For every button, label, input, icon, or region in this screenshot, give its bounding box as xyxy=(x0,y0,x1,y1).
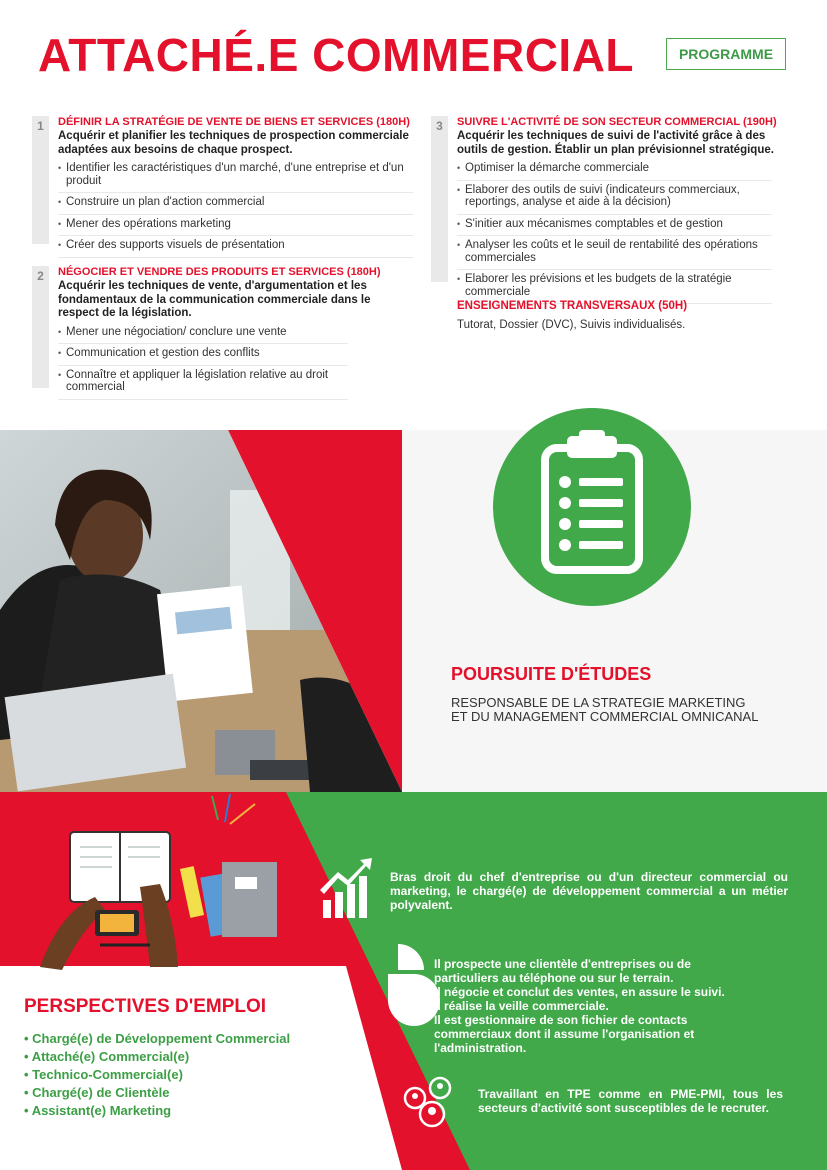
profile-line: particuliers au téléphone ou sur le terrain. xyxy=(434,971,674,985)
list-item: • Elaborer des outils de suivi (indicateurs commerciaux, reportings, analyse et aide à la décision) xyxy=(457,183,772,215)
list-item: • Construire un plan d'action commercial xyxy=(58,195,413,215)
module-items xyxy=(58,161,413,258)
profile-line: Il prospecte une clientèle d'entreprises ou de xyxy=(434,957,691,971)
jobs-list xyxy=(24,1030,290,1120)
profile-line: Il réalise la veille commerciale. xyxy=(434,999,609,1013)
module-number: 1 xyxy=(32,116,49,244)
module-number: 3 xyxy=(431,116,448,282)
transversal-title: ENSEIGNEMENTS TRANSVERSAUX (50H) xyxy=(457,300,688,312)
list-item: • S'initier aux mécanismes comptables et de gestion xyxy=(457,217,772,237)
office-photo xyxy=(0,430,402,792)
poursuite-title: POURSUITE D'ÉTUDES xyxy=(451,664,652,684)
profile-paragraph-2 xyxy=(434,957,794,1055)
module-items xyxy=(457,161,772,304)
module-title: NÉGOCIER ET VENDRE DES PRODUITS ET SERVICES (180H) xyxy=(58,266,381,278)
list-item: • Mener une négociation/ conclure une vente xyxy=(58,325,348,345)
transversal-text: Tutorat, Dossier (DVC), Suivis individualisés. xyxy=(457,319,686,331)
module-title: DÉFINIR LA STRATÉGIE DE VENTE DE BIENS ET SERVICES (180H) xyxy=(58,116,410,128)
module-number: 2 xyxy=(32,266,49,388)
poursuite-line-2: ET DU MANAGEMENT COMMERCIAL OMNICANAL xyxy=(451,709,759,724)
list-item: • Analyser les coûts et le seuil de rentabilité des opérations commerciales xyxy=(457,238,772,270)
list-item: • Optimiser la démarche commerciale xyxy=(457,161,772,181)
profile-line: commerciaux dont il assume l'organisation et xyxy=(434,1027,695,1041)
list-item: • Créer des supports visuels de présentation xyxy=(58,238,413,258)
list-item: • Technico-Commercial(e) xyxy=(24,1066,290,1084)
list-item: • Elaborer les prévisions et les budgets de la stratégie commerciale xyxy=(457,272,772,304)
list-item: • Communication et gestion des conflits xyxy=(58,346,348,366)
module-lead: Acquérir les techniques de vente, d'argumentation et les fondamentaux de la communication commerciale dans le respect de la législation. xyxy=(58,280,371,319)
programme-badge: PROGRAMME xyxy=(666,38,786,70)
list-item: • Mener des opérations marketing xyxy=(58,217,413,237)
profile-paragraph-3: Travaillant en TPE comme en PME-PMI, tous les secteurs d'activité sont susceptibles de le recruter. xyxy=(478,1087,783,1115)
list-item: • Identifier les caractéristiques d'un marché, d'une entreprise et d'un produit xyxy=(58,161,413,193)
poursuite-text xyxy=(451,696,821,724)
list-item: • Chargé(e) de Développement Commercial xyxy=(24,1030,290,1048)
module-title: SUIVRE L'ACTIVITÉ DE SON SECTEUR COMMERCIAL (190H) xyxy=(457,116,777,128)
jobs-title: PERSPECTIVES D'EMPLOI xyxy=(24,996,267,1017)
list-item: • Connaître et appliquer la législation relative au droit commercial xyxy=(58,368,348,400)
list-item: • Chargé(e) de Clientèle xyxy=(24,1084,290,1102)
module-items xyxy=(58,325,348,400)
clipboard-icon xyxy=(493,408,691,606)
profile-line: Il est gestionnaire de son fichier de contacts xyxy=(434,1013,688,1027)
profile-line: Il négocie et conclut des ventes, en assure le suivi. xyxy=(434,985,725,999)
profile-line: l'administration. xyxy=(434,1041,527,1055)
page-title: ATTACHÉ.E COMMERCIAL xyxy=(38,29,635,81)
poursuite-line-1: RESPONSABLE DE LA STRATEGIE MARKETING xyxy=(451,695,746,710)
module-lead: Acquérir et planifier les techniques de prospection commerciale adaptées aux besoins de chaque prospect. xyxy=(58,130,409,156)
list-item: • Attaché(e) Commercial(e) xyxy=(24,1048,290,1066)
module-lead: Acquérir les techniques de suivi de l'activité grâce à des outils de gestion. Établir un plan prévisionnel stratégique. xyxy=(457,130,774,156)
profile-paragraph-1: Bras droit du chef d'entreprise ou d'un directeur commercial ou marketing, le chargé(e) de développement commercial a un métier polyvalent. xyxy=(390,870,788,912)
list-item: • Assistant(e) Marketing xyxy=(24,1102,290,1120)
